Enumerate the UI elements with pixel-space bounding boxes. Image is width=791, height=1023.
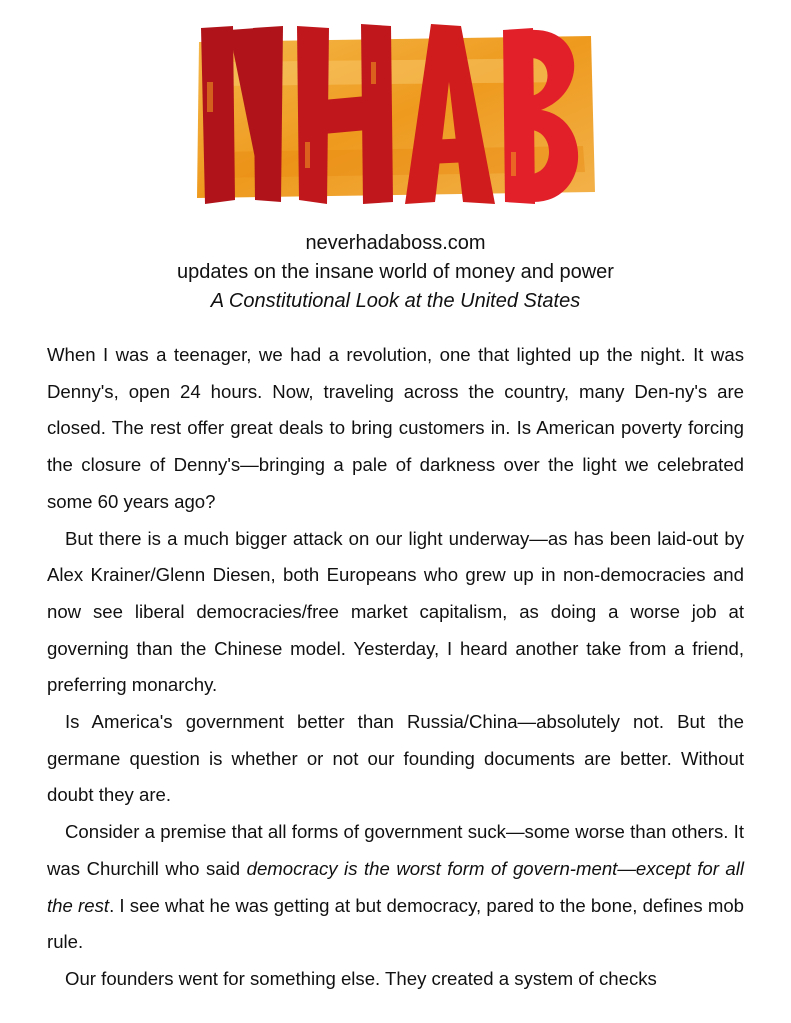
paragraph-3: Is America's government better than Russia/China—absolutely not. But the germane question is whether or not our founding documents are better. Without doubt they are.: [47, 711, 744, 806]
article-title: A Constitutional Look at the United States: [210, 290, 581, 312]
paragraph-1: When I was a teenager, we had a revolution, one that lighted up the night. It was Denny's, open 24 hours. Now, traveling across the country, many Den-ny's are closed. The rest offer great deals to bring customers in. Is American poverty forcing the closure of Denny's—bringing a pale of darkness over the light we celebrated some 60 years ago?: [47, 344, 744, 512]
article-body: [47, 337, 744, 998]
nhab-logo: [193, 22, 597, 208]
paragraph-5: Our founders went for something else. They created a system of checks: [65, 967, 657, 989]
paragraph-4: [47, 814, 744, 961]
site-name: neverhadaboss.com: [305, 232, 486, 254]
nhab-logo-graphic: [193, 22, 597, 208]
masthead: [0, 229, 791, 316]
paragraph-4-text-end: . I see what he was getting at but democracy, pared to the bone, defines mob rule.: [47, 894, 745, 953]
site-tagline: updates on the insane world of money and power: [177, 261, 614, 283]
paragraph-2: But there is a much bigger attack on our light underway—as has been laid-out by Alex Krainer/Glenn Diesen, both Europeans who grew up in non-democracies and now see liberal democracies/free market capitalism, as doing a worse job at governing than the Chinese model. Yesterday, I heard another take from a friend, preferring monarchy.: [47, 527, 744, 696]
paragraph-4-text-start: Consider a premise that all forms of government suck—some worse than others. It was Churchill who said: [47, 821, 744, 879]
churchill-quote: democracy is the worst form of govern-ment—except for all the rest: [47, 857, 745, 916]
